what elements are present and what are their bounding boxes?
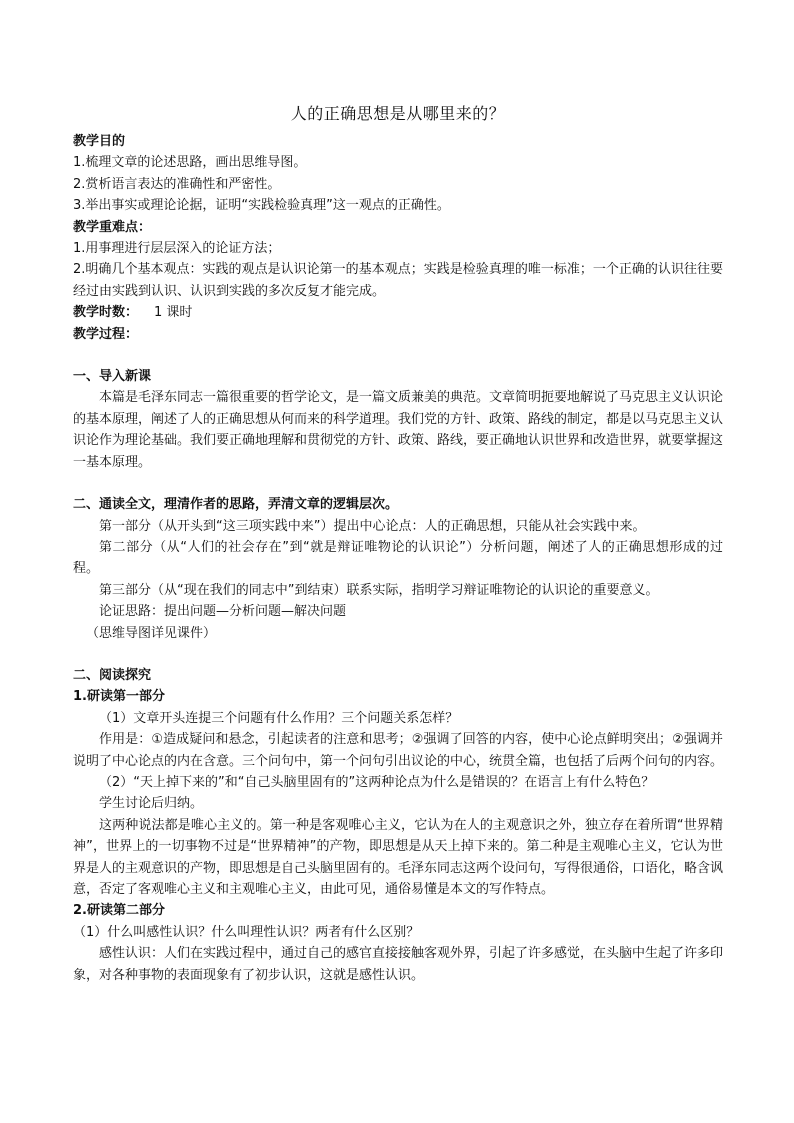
sub1-question-2: （2）“天上掉下来的”和“自己头脑里固有的”这两种论点为什么是错误的？在语言上有什么特色？ [99,774,655,790]
objective-item: 1.梳理文章的论述思路，画出思维导图。 [73,155,307,171]
sub1-answer-2: 这两种说法都是唯心主义的。第一种是客观唯心主义，它认为在人的主观意识之外，独立存在着所谓“世界精神”，世界上的一切事物不过是“世界精神”的产物，即思想是从天上掉下来的。第二种是主观唯心主义，它认为世界是人的主观意识的产物，即思想是自己头脑里固有的。毛泽东同志这两个设问句，写得很通俗，口语化，略含讽意，否定了客观唯心主义和主观唯心主义，由此可见，通俗易懂是本文的写作特点。 [73,817,724,897]
section2-heading: 二、通读全文，理清作者的思路，弄清文章的逻辑层次。 [73,497,399,513]
section3-heading: 二、阅读探究 [73,667,152,683]
objective-item: 2.赏析语言表达的准确性和严密性。 [73,176,281,192]
objectives-heading: 教学目的 [73,134,126,149]
section2-note: （思维导图详见课件） [86,625,217,641]
section2-part: 第一部分（从开头到“这三项实践中来”）提出中心论点：人的正确思想，只能从社会实践中来。 [99,518,646,534]
process-heading: 教学过程： [73,326,139,342]
objective-item: 3.举出事实或理论论据，证明“实践检验真理”这一观点的正确性。 [73,198,450,214]
sub1-answer-2-intro: 学生讨论后归纳。 [99,796,204,812]
sub2-question-1: （1）什么叫感性认识？什么叫理性认识？两者有什么区别？ [73,924,420,940]
section2-part: 论证思路：提出问题—分析问题—解决问题 [99,604,347,620]
page-title: 人的正确思想是从哪里来的？ [290,104,506,123]
section1-paragraph: 本篇是毛泽东同志一篇很重要的哲学论文，是一篇文质兼美的典范。文章简明扼要地解说了马克思主义认识论的基本原理，阐述了人的正确思想从何而来的科学道理。我们党的方针、政策、路线的制定，都是以马克思主义认识论作为理论基础。我们要正确地理解和贯彻党的方针、政策、路线，要正确地认识世界和改造世界，就要掌握这一基本原理。 [73,390,724,470]
sub2-heading: 2.研读第二部分 [73,903,165,919]
key-point-item: 1.用事理进行层层深入的论证方法； [73,241,281,257]
hours-value: 1 课时 [154,305,193,321]
document-body [73,103,723,986]
key-point-item: 2.明确几个基本观点：实践的观点是认识论第一的基本观点；实践是检验真理的唯一标准；一个正确的认识往往要经过由实践到认识、认识到实践的多次反复才能完成。 [73,262,723,299]
sub1-question-1: （1）文章开头连提三个问题有什么作用？三个问题关系怎样？ [99,710,459,726]
sub1-heading: 1.研读第一部分 [73,689,165,705]
teaching-hours [73,302,723,323]
section1-heading: 一、导入新课 [73,369,152,385]
section2-part: 第二部分（从“人们的社会存在”到“就是辩证唯物论的认识论”）分析问题，阐述了人的正确思想形成的过程。 [73,539,723,577]
key-points-heading: 教学重难点： [73,219,152,235]
sub1-answer-1: 作用是：①造成疑问和悬念，引起读者的注意和思考；②强调了回答的内容，使中心论点鲜明突出；②强调并说明了中心论点的内在含意。三个问句中，第一个问句引出议论的中心，统贯全篇，也包括了后两个问句的内容。 [73,732,724,769]
section2-part: 第三部分（从“现在我们的同志中”到结束）联系实际，指明学习辩证唯物论的认识论的重要意义。 [99,582,659,598]
sub2-answer-1: 感性认识：人们在实践过程中，通过自己的感官直接接触客观外界，引起了许多感觉，在头脑中生起了许多印象，对各种事物的表面现象有了初步认识，这就是感性认识。 [73,946,724,983]
hours-label: 教学时数： [73,305,139,321]
